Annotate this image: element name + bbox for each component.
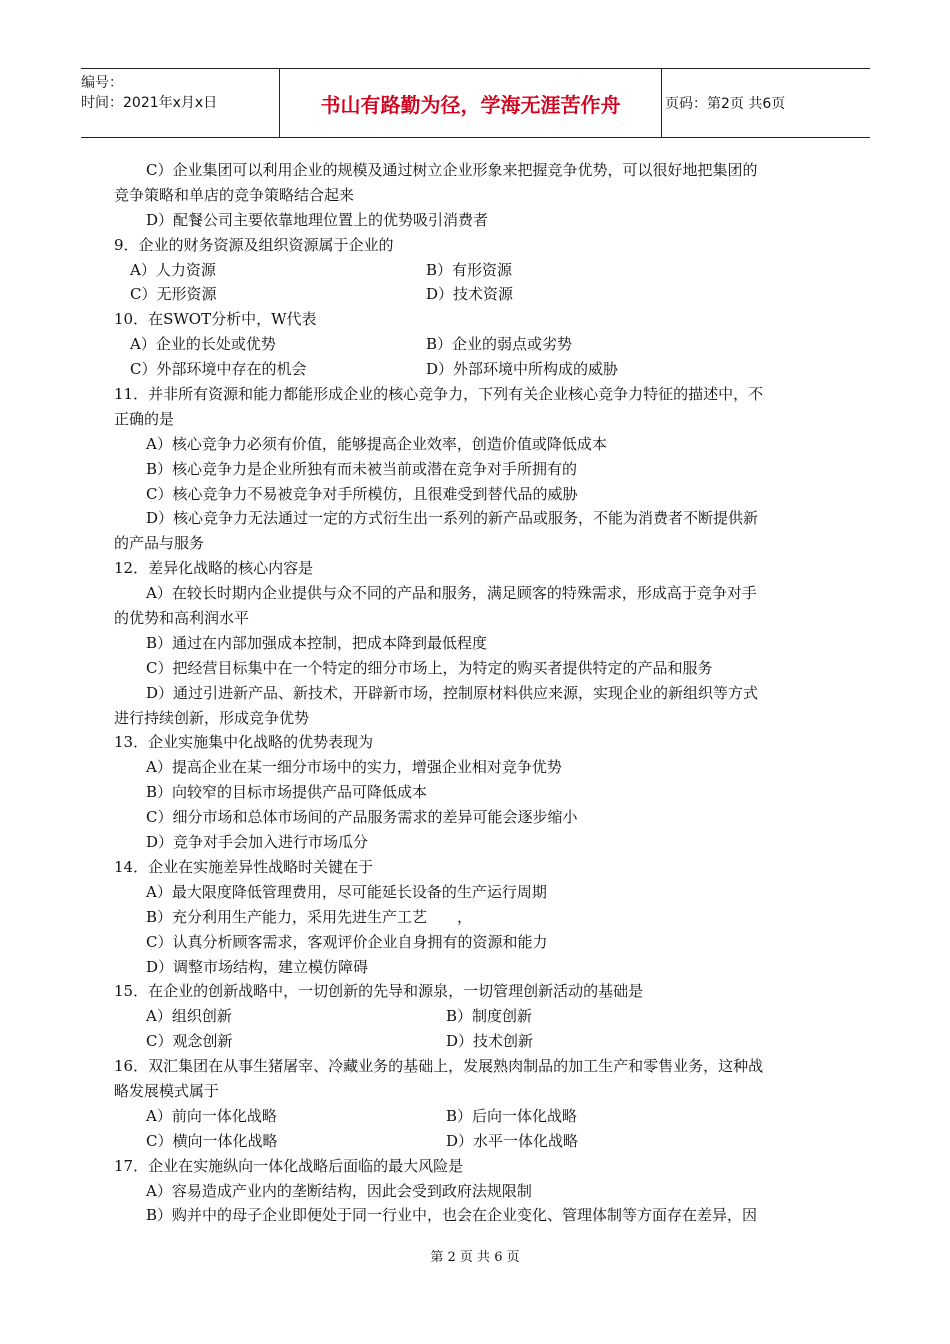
- q16-options-row2: [114, 1129, 838, 1154]
- q15-option-d: D）技术创新: [446, 1032, 534, 1051]
- q15-options-row1: [114, 1004, 838, 1029]
- q11-option-d-line1: D）核心竞争力无法通过一定的方式衍生出一系列的新产品或服务，不能为消费者不断提供新: [146, 509, 759, 528]
- q9-option-a: A）人力资源: [130, 260, 216, 279]
- q8-option-c-line1: C）企业集团可以利用企业的规模及通过树立企业形象来把握竞争优势，可以很好地把集团的: [146, 161, 758, 179]
- q9-stem: 9．企业的财务资源及组织资源属于企业的: [114, 235, 394, 254]
- q11-option-d-line2: 的产品与服务: [114, 534, 205, 553]
- q16-option-b: B）后向一体化战略: [446, 1106, 578, 1125]
- q14-option-a: A）最大限度降低管理费用，尽可能延长设备的生产运行周期: [146, 882, 547, 901]
- q14-option-b: B）充分利用生产能力，采用先进生产工艺 ，: [146, 907, 473, 926]
- q9-options-row1: [114, 258, 838, 283]
- q12-option-d-line1: D）通过引进新产品、新技术，开辟新市场，控制原材料供应来源，实现企业的新组织等方式: [146, 683, 759, 702]
- document-body: [114, 158, 838, 1228]
- q13-option-a: A）提高企业在某一细分市场中的实力，增强企业相对竞争优势: [146, 758, 562, 777]
- page-footer: 第 2 页 共 6 页: [430, 1250, 520, 1265]
- q15-option-c: C）观念创新: [146, 1032, 233, 1051]
- q13-option-b: B）向较窄的目标市场提供产品可降低成本: [146, 783, 428, 802]
- q11-option-a: A）核心竞争力必须有价值，能够提高企业效率，创造价值或降低成本: [146, 434, 607, 453]
- q11-stem-line2: 正确的是: [114, 409, 175, 428]
- q12-option-b: B）通过在内部加强成本控制，把成本降到最低程度: [146, 633, 488, 652]
- q12-stem: 12．差异化战略的核心内容是: [114, 559, 314, 578]
- q10-stem: 10．在SWOT分析中，W代表: [114, 310, 317, 329]
- q16-option-d: D）水平一体化战略: [446, 1131, 579, 1150]
- q10-option-a: A）企业的长处或优势: [130, 335, 276, 354]
- q16-stem-line1: 16．双汇集团在从事生猪屠宰、冷藏业务的基础上，发展熟肉制品的加工生产和零售业务，这种战: [114, 1057, 764, 1076]
- q11-stem-line1: 11．并非所有资源和能力都能形成企业的核心竞争力，下列有关企业核心竞争力特征的描述中，不: [114, 385, 764, 404]
- q14-option-d: D）调整市场结构，建立模仿障碍: [146, 957, 369, 976]
- q15-option-b: B）制度创新: [446, 1007, 533, 1026]
- q14-option-c: C）认真分析顾客需求，客观评价企业自身拥有的资源和能力: [146, 932, 548, 951]
- q11-option-c: C）核心竞争力不易被竞争对手所模仿，且很难受到替代品的威胁: [146, 484, 578, 503]
- q16-options-row1: [114, 1104, 838, 1129]
- q9-option-c: C）无形资源: [130, 285, 217, 304]
- q13-option-c: C）细分市场和总体市场间的产品服务需求的差异可能会逐步缩小: [146, 808, 578, 827]
- header-meta: [81, 69, 278, 137]
- q8-option-c-line2: 竞争策略和单店的竞争策略结合起来: [114, 185, 355, 204]
- header-motto: 书山有路勤为径，学海无涯苦作舟: [279, 69, 662, 137]
- header-page-info: 页码：第2页 共6页: [665, 96, 786, 112]
- q10-options-row1: [114, 332, 838, 357]
- q15-options-row2: [114, 1029, 838, 1054]
- q13-option-d: D）竞争对手会加入进行市场瓜分: [146, 833, 369, 852]
- q15-stem: 15．在企业的创新战略中，一切创新的先导和源泉，一切管理创新活动的基础是: [114, 982, 644, 1001]
- q16-option-a: A）前向一体化战略: [146, 1106, 277, 1125]
- q17-option-a: A）容易造成产业内的垄断结构，因此会受到政府法规限制: [146, 1181, 532, 1200]
- q9-options-row2: [114, 282, 838, 307]
- q17-option-b-line1: B）购并中的母子企业即便处于同一行业中，也会在企业变化、管理体制等方面存在差异，因: [146, 1206, 758, 1225]
- q12-option-a-line1: A）在较长时期内企业提供与众不同的产品和服务，满足顾客的特殊需求，形成高于竞争对手: [146, 584, 757, 603]
- q10-option-c: C）外部环境中存在的机会: [130, 360, 307, 379]
- q12-option-d-line2: 进行持续创新，形成竞争优势: [114, 708, 310, 727]
- q9-option-d: D）技术资源: [426, 285, 514, 304]
- q12-option-a-line2: 的优势和高利润水平: [114, 609, 250, 628]
- page-header: [81, 68, 870, 138]
- header-serial-label: 编号：: [81, 75, 123, 91]
- q10-option-d: D）外部环境中所构成的威胁: [426, 360, 619, 379]
- q9-option-b: B）有形资源: [426, 260, 513, 279]
- q11-option-b: B）核心竞争力是企业所独有而未被当前或潜在竞争对手所拥有的: [146, 459, 578, 478]
- q17-stem: 17．企业在实施纵向一体化战略后面临的最大风险是: [114, 1156, 464, 1175]
- header-date: 时间：2021年x月x日: [81, 95, 218, 111]
- q8-option-d: D）配餐公司主要依靠地理位置上的优势吸引消费者: [146, 210, 489, 229]
- q13-stem: 13．企业实施集中化战略的优势表现为: [114, 733, 374, 752]
- q10-option-b: B）企业的弱点或劣势: [426, 335, 573, 354]
- q16-option-c: C）横向一体化战略: [146, 1131, 278, 1150]
- q16-stem-line2: 略发展模式属于: [114, 1081, 220, 1100]
- q10-options-row2: [114, 357, 838, 382]
- q14-stem: 14．企业在实施差异性战略时关键在于: [114, 857, 374, 876]
- q12-option-c: C）把经营目标集中在一个特定的细分市场上，为特定的购买者提供特定的产品和服务: [146, 658, 713, 677]
- q15-option-a: A）组织创新: [146, 1007, 232, 1026]
